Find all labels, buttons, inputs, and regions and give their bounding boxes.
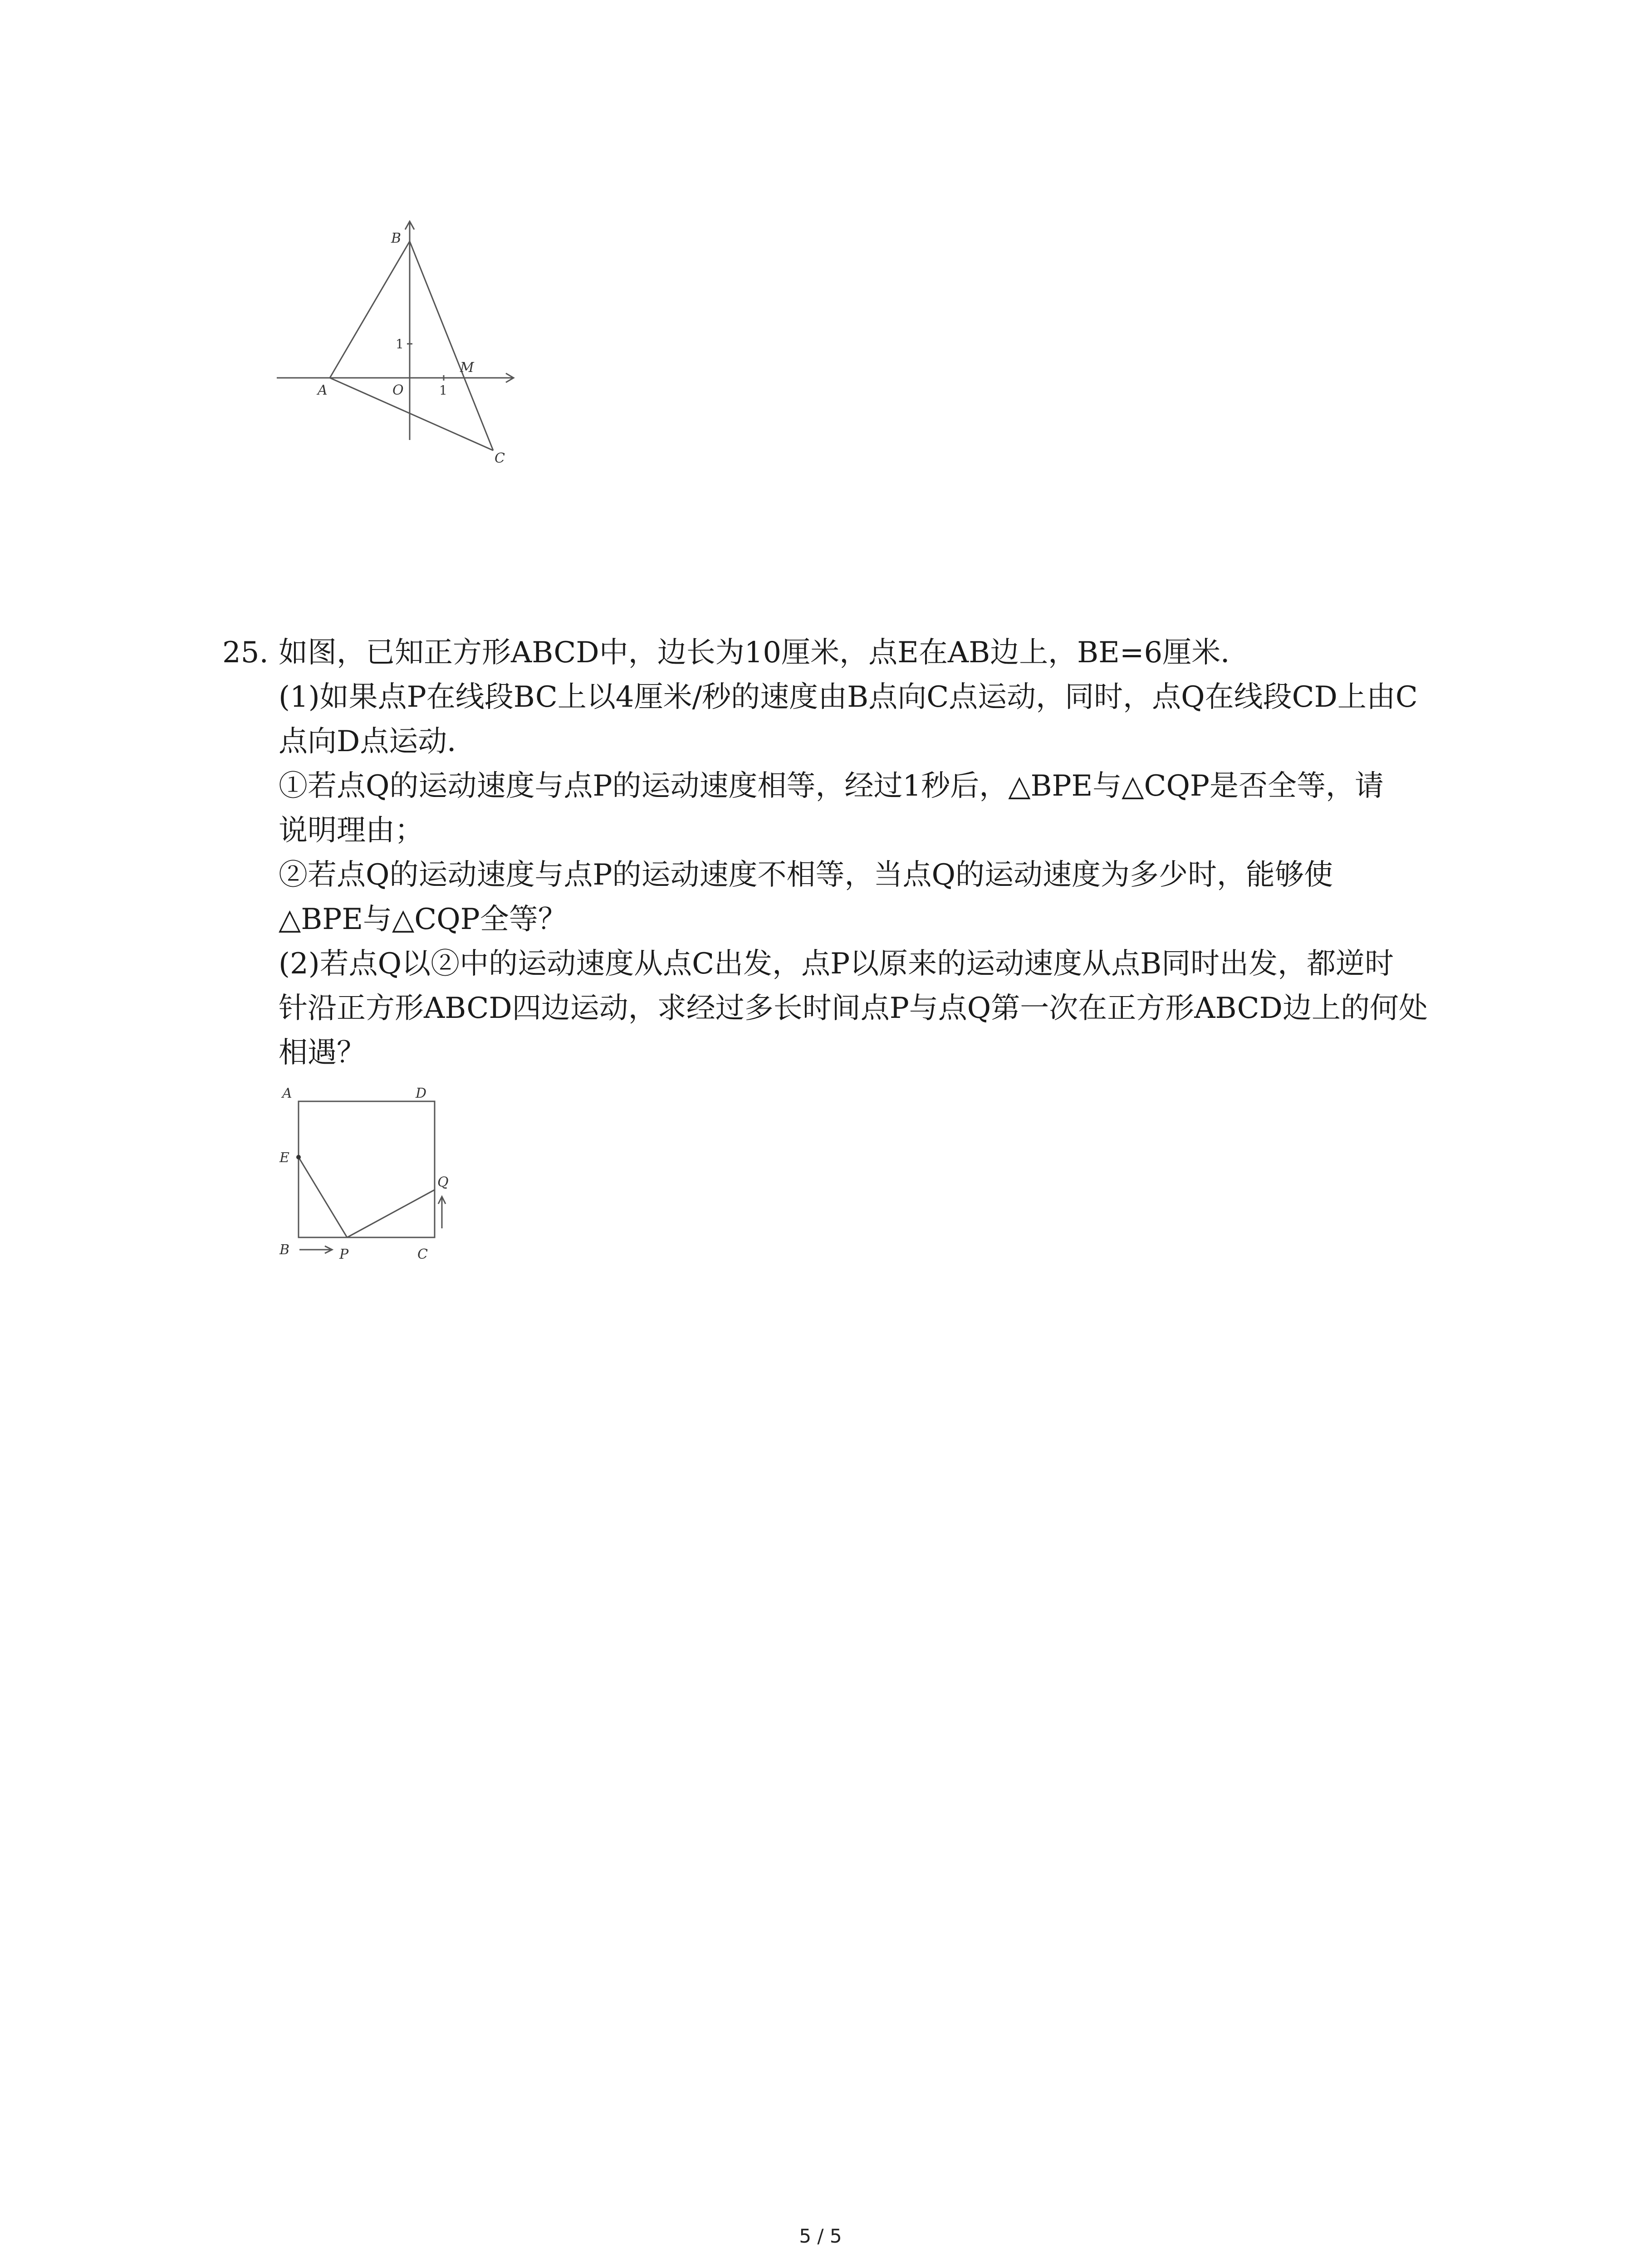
segment-pe xyxy=(299,1157,347,1237)
problem-text-line: (2)若点Q以②中的运动速度从点C出发，点P以原来的运动速度从点B同时出发，都逆时 xyxy=(279,947,1394,981)
square-figure xyxy=(272,1084,463,1266)
problem-text-line: 说明理由； xyxy=(279,814,424,847)
point-e-dot xyxy=(296,1155,301,1159)
square-svg xyxy=(272,1084,463,1266)
square-abcd xyxy=(299,1101,435,1237)
problem-line-2 xyxy=(222,675,1470,719)
segment-ab xyxy=(330,241,410,378)
problem-line-6 xyxy=(222,853,1470,897)
problem-line-5 xyxy=(222,808,1470,853)
label-m: M xyxy=(460,360,474,376)
problem-text-line: ②若点Q的运动速度与点P的运动速度不相等，当点Q的运动速度为多少时，能够使 xyxy=(279,858,1333,892)
problem-text-line: 针沿正方形ABCD四边运动，求经过多长时间点P与点Q第一次在正方形ABCD边上的何处 xyxy=(279,992,1428,1025)
label-q: Q xyxy=(437,1174,449,1190)
label-c: C xyxy=(495,450,505,466)
problem-line-1 xyxy=(222,631,1470,675)
problem-line-3 xyxy=(222,719,1470,764)
problem-text-line: 相遇？ xyxy=(279,1036,366,1070)
problem-line-7 xyxy=(222,897,1470,942)
label-o: O xyxy=(392,382,404,398)
problem-text-line: ①若点Q的运动速度与点P的运动速度相等，经过1秒后，△BPE与△CQP是否全等，请 xyxy=(279,769,1384,803)
label-y-one: 1 xyxy=(396,337,404,352)
problem-text-line: 点向D点运动． xyxy=(279,725,476,758)
label-b: B xyxy=(391,230,402,246)
label-a: A xyxy=(282,1085,292,1101)
page-number: 5 / 5 xyxy=(799,2225,842,2247)
segment-pq xyxy=(347,1190,435,1237)
label-x-one: 1 xyxy=(439,383,447,398)
label-p: P xyxy=(339,1246,349,1262)
label-d: D xyxy=(416,1085,427,1101)
problem-line-10 xyxy=(222,1031,1470,1075)
problem-text-line: △BPE与△CQP全等？ xyxy=(279,903,567,936)
problem-number: 25. xyxy=(222,636,269,670)
label-b: B xyxy=(279,1242,290,1258)
label-a: A xyxy=(318,382,328,398)
coordinate-triangle-figure xyxy=(272,218,526,472)
coordinate-triangle-svg xyxy=(272,218,526,472)
problem-text-line: (1)如果点P在线段BC上以4厘米/秒的速度由B点向C点运动，同时，点Q在线段CD上由C xyxy=(279,680,1418,714)
problem-line-4 xyxy=(222,764,1470,808)
problem-text-line: 如图，已知正方形ABCD中，边长为10厘米，点E在AB边上，BE=6厘米． xyxy=(279,636,1250,670)
label-e: E xyxy=(279,1150,289,1166)
label-c: C xyxy=(417,1246,428,1262)
problem-line-9 xyxy=(222,986,1470,1031)
problem-line-8 xyxy=(222,942,1470,986)
problem-25 xyxy=(222,631,1470,1075)
